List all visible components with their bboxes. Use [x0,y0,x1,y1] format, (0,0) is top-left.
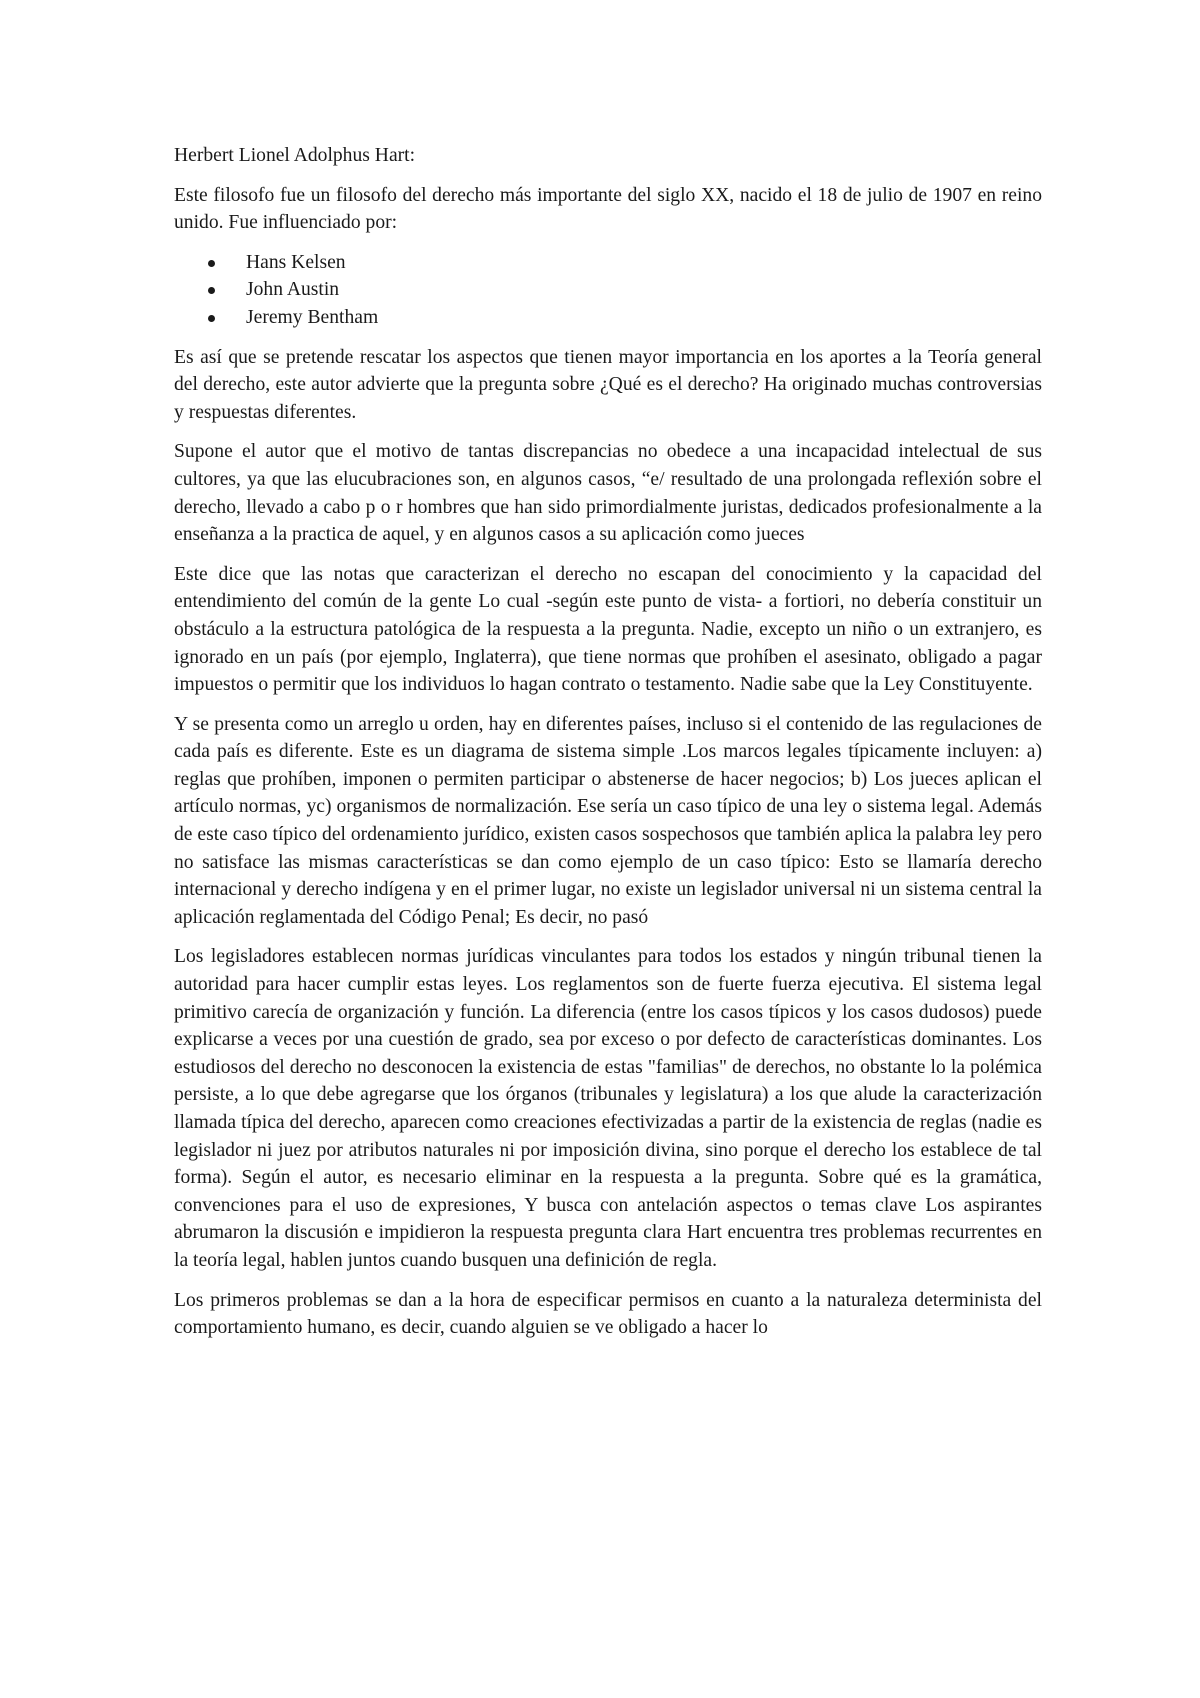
bullet-icon [208,287,215,294]
list-item-text: Jeremy Bentham [246,306,379,328]
body-paragraph: Este dice que las notas que caracterizan el derecho no escapan del conocimiento y la capacidad del entendimiento del común de la gente Lo cual -según este punto de vista- a fortiori, no debería constituir un obstáculo a la estructura patológica de la respuesta a la pregunta. Nadie, excepto un niño o un extranjero, es ignorado en un país (por ejemplo, Inglaterra), que tiene normas que prohíben el asesinato, obligado a pagar impuestos o permitir que los individuos lo hagan contrato o testamento. Nadie sabe que la Ley Constituyente. [174,563,1042,696]
document-title: Herbert Lionel Adolphus Hart: [174,145,416,166]
list-item-text: Hans Kelsen [246,251,346,273]
bullet-icon [208,315,215,322]
body-paragraph: Los legisladores establecen normas jurídicas vinculantes para todos los estados y ningún tribunal tienen la autoridad para hacer cumplir estas leyes. Los reglamentos son de fuerte fuerza ejecutiva. El sistema legal primitivo carecía de organización y función. La diferencia (entre los casos típicos y los casos dudosos) puede explicarse a veces por una cuestión de grado, sea por exceso o por defecto de características dominantes. Los estudiosos del derecho no desconocen la existencia de estas "familias" de derechos, no obstante lo la polémica persiste, a lo que debe agregarse que los órganos (tribunales y legislatura) a los que alude la caracterización llamada típica del derecho, aparecen como creaciones efectivizadas a partir de la existencia de reglas (nadie es legislador ni juez por atributos naturales ni por imposición divina, sino porque el derecho los establece de tal forma). Según el autor, es necesario eliminar en la respuesta a la pregunta. Sobre qué es la gramática, convenciones para el uso de expresiones, Y busca con antelación aspectos o temas clave Los aspirantes abrumaron la discusión e impidieron la respuesta pregunta clara Hart encuentra tres problemas recurrentes en la teoría legal, hablen juntos cuando busquen una definición de regla. [174,946,1042,1271]
intro-paragraph: Este filosofo fue un filosofo del derecho más importante del siglo XX, nacido el 18 de julio de 1907 en reino unido. Fue influenciado por: [174,184,1042,234]
list-item [174,304,1042,332]
list-item [174,249,1042,277]
list-item-text: John Austin [246,279,340,301]
body-paragraph: Los primeros problemas se dan a la hora de especificar permisos en cuanto a la naturaleza determinista del comportamiento humano, es decir, cuando alguien se ve obligado a hacer lo [174,1289,1042,1339]
bullet-icon [208,260,215,267]
body-paragraph: Y se presenta como un arreglo u orden, hay en diferentes países, incluso si el contenido de las regulaciones de cada país es diferente. Este es un diagrama de sistema simple .Los marcos legales típicamente incluyen: a) reglas que prohíben, imponen o permiten participar o abstenerse de hacer negocios; b) Los jueces aplican el artículo normas, yc) organismos de normalización. Ese sería un caso típico de una ley o sistema legal. Además de este caso típico del ordenamiento jurídico, existen casos sospechosos que también aplica la palabra ley pero no satisface las mismas características se dan como ejemplo de un caso típico: Esto se llamaría derecho internacional y derecho indígena y en el primer lugar, no existe un legislador universal ni un sistema central la aplicación reglamentada del Código Penal; Es decir, no pasó [174,713,1042,928]
document-body [174,142,1042,1354]
body-paragraph: Es así que se pretende rescatar los aspectos que tienen mayor importancia en los aportes a la Teoría general del derecho, este autor advierte que la pregunta sobre ¿Qué es el derecho? Ha originado muchas controversias y respuestas diferentes. [174,346,1042,423]
list-item [174,276,1042,304]
influences-list [174,249,1042,332]
body-paragraph: Supone el autor que el motivo de tantas discrepancias no obedece a una incapacidad intelectual de sus cultores, ya que las elucubraciones son, en algunos casos, “e/ resultado de una prolongada reflexión sobre el derecho, llevado a cabo p o r hombres que han sido primordialmente juristas, dedicados profesionalmente a la enseñanza a la practica de aquel, y en algunos casos a su aplicación como jueces [174,441,1042,546]
